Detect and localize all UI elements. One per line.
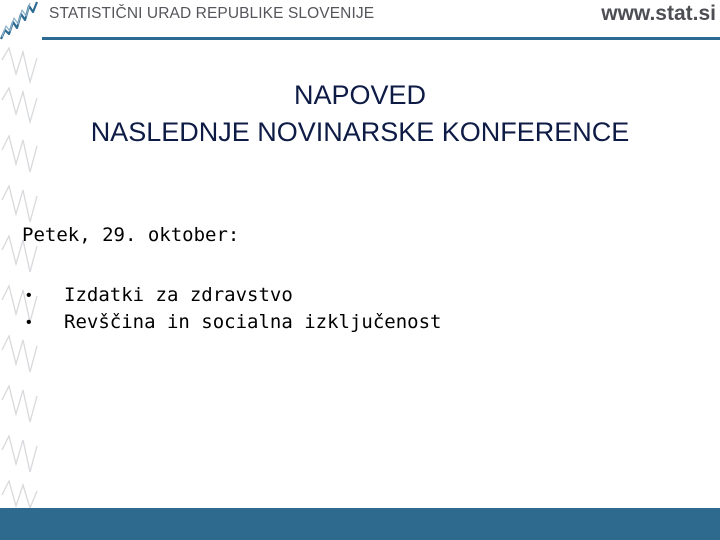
topic-text: Izdatki za zdravstvo (64, 284, 293, 306)
agency-name: STATISTIČNI URAD REPUBLIKE SLOVENIJE (49, 5, 375, 22)
site-url[interactable]: www.stat.si (601, 2, 716, 25)
header-divider (42, 37, 720, 40)
title-line-2: NASLEDNJE NOVINARSKE KONFERENCE (90, 117, 630, 147)
date-label: Petek, 29. oktober: (22, 224, 240, 246)
page-title (0, 77, 720, 151)
sors-logo-icon (0, 0, 46, 40)
bullet-icon: • (26, 314, 32, 331)
footer-bar (0, 508, 720, 540)
bullet-icon: • (26, 287, 32, 304)
header (0, 0, 720, 40)
topic-text: Revščina in socialna izključenost (64, 311, 442, 333)
title-line-1: NAPOVED (293, 80, 427, 110)
